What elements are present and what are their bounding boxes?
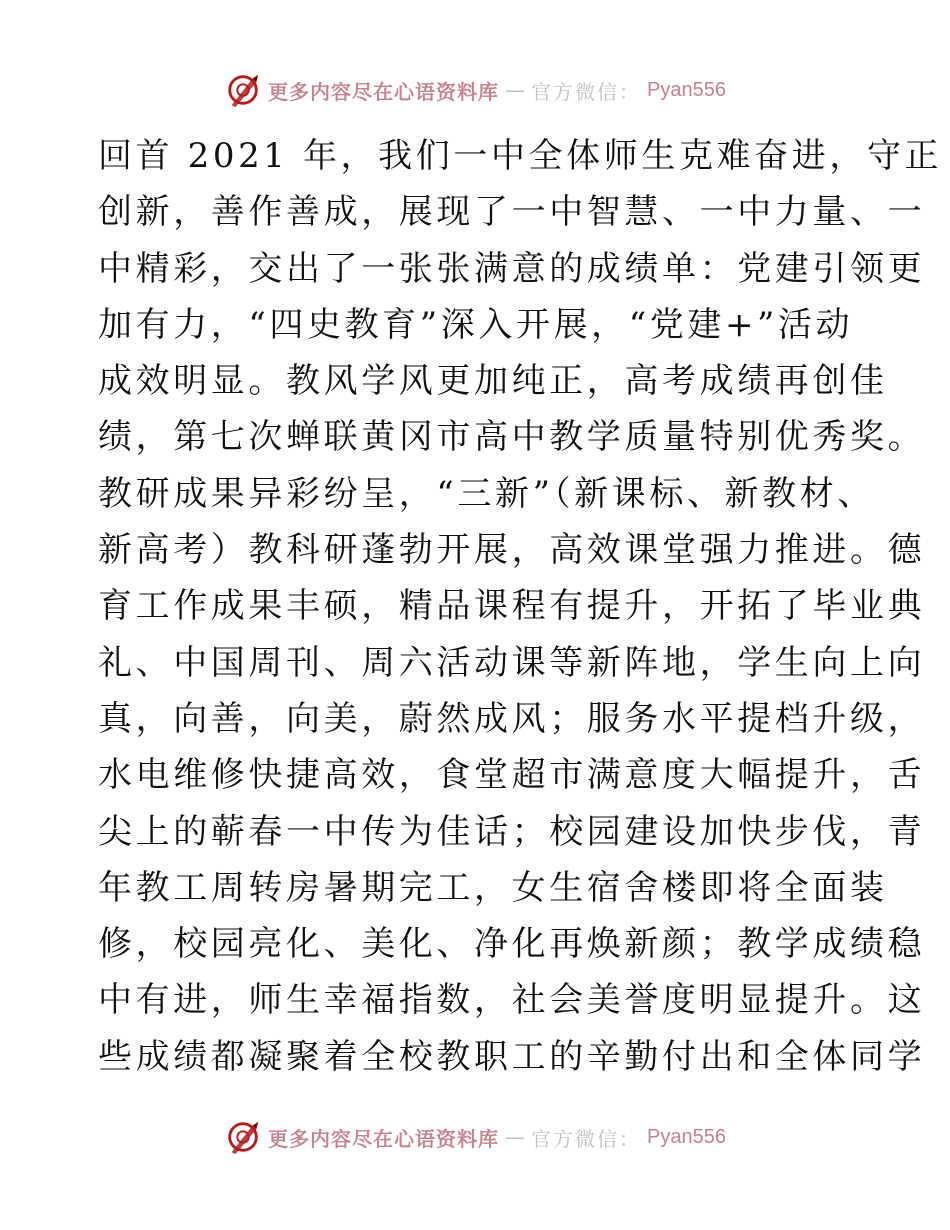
body-line: 新高考）教科研蓬勃开展，高效课堂强力推进。德: [98, 530, 926, 571]
body-line: 加有力，“四史教育”深入开展，“党建+”活动: [98, 304, 854, 345]
body-line: 些成绩都凝聚着全校教职工的辛勤付出和全体同学: [98, 1036, 926, 1077]
watermark-wechat-id: Pyan556: [647, 1125, 726, 1148]
body-line: 回首 2021 年，我们一中全体师生克难奋进，守正: [98, 136, 943, 176]
body-line: 年教工周转房暑期完工，女生宿舍楼即将全面装: [98, 867, 888, 908]
document-body: [98, 128, 943, 1085]
watermark-dash: —: [505, 78, 526, 102]
body-line: 水电维修快捷高效，食堂超市满意度大幅提升，舌: [98, 755, 926, 796]
watermark-label: 官方微信：: [531, 79, 642, 104]
watermark-footer: [0, 1117, 950, 1157]
body-line: 创新，善作善成，展现了一中智慧、一中力量、一: [98, 192, 926, 233]
body-line: 绩，第七次蝉联黄冈市高中教学质量特别优秀奖。: [98, 417, 926, 458]
body-line: 教研成果异彩纷呈，“三新”（新课标、新教材、: [98, 473, 875, 514]
watermark-wechat-id: Pyan556: [647, 78, 726, 101]
body-line: 真，向善，向美，蔚然成风；服务水平提档升级，: [98, 698, 926, 739]
pen-logo-icon: [224, 1118, 262, 1156]
watermark-dash: —: [505, 1125, 526, 1149]
body-line: 成效明显。教风学风更加纯正，高考成绩再创佳: [98, 361, 888, 402]
watermark-label: 官方微信：: [531, 1126, 642, 1151]
body-line: 育工作成果丰硕，精品课程有提升，开拓了毕业典: [98, 586, 926, 627]
body-line: 尖上的蕲春一中传为佳话；校园建设加快步伐，青: [98, 811, 926, 852]
watermark-header: [0, 70, 950, 110]
watermark-main-text: 更多内容尽在心语资料库: [268, 1126, 500, 1151]
body-line: 中有进，师生幸福指数，社会美誉度明显提升。这: [98, 980, 926, 1021]
body-line: 中精彩，交出了一张张满意的成绩单：党建引领更: [98, 248, 926, 289]
body-line: 修，校园亮化、美化、净化再焕新颜；教学成绩稳: [98, 924, 926, 965]
body-line: 礼、中国周刊、周六活动课等新阵地，学生向上向: [98, 642, 926, 683]
pen-logo-icon: [224, 71, 262, 109]
watermark-main-text: 更多内容尽在心语资料库: [268, 79, 500, 104]
